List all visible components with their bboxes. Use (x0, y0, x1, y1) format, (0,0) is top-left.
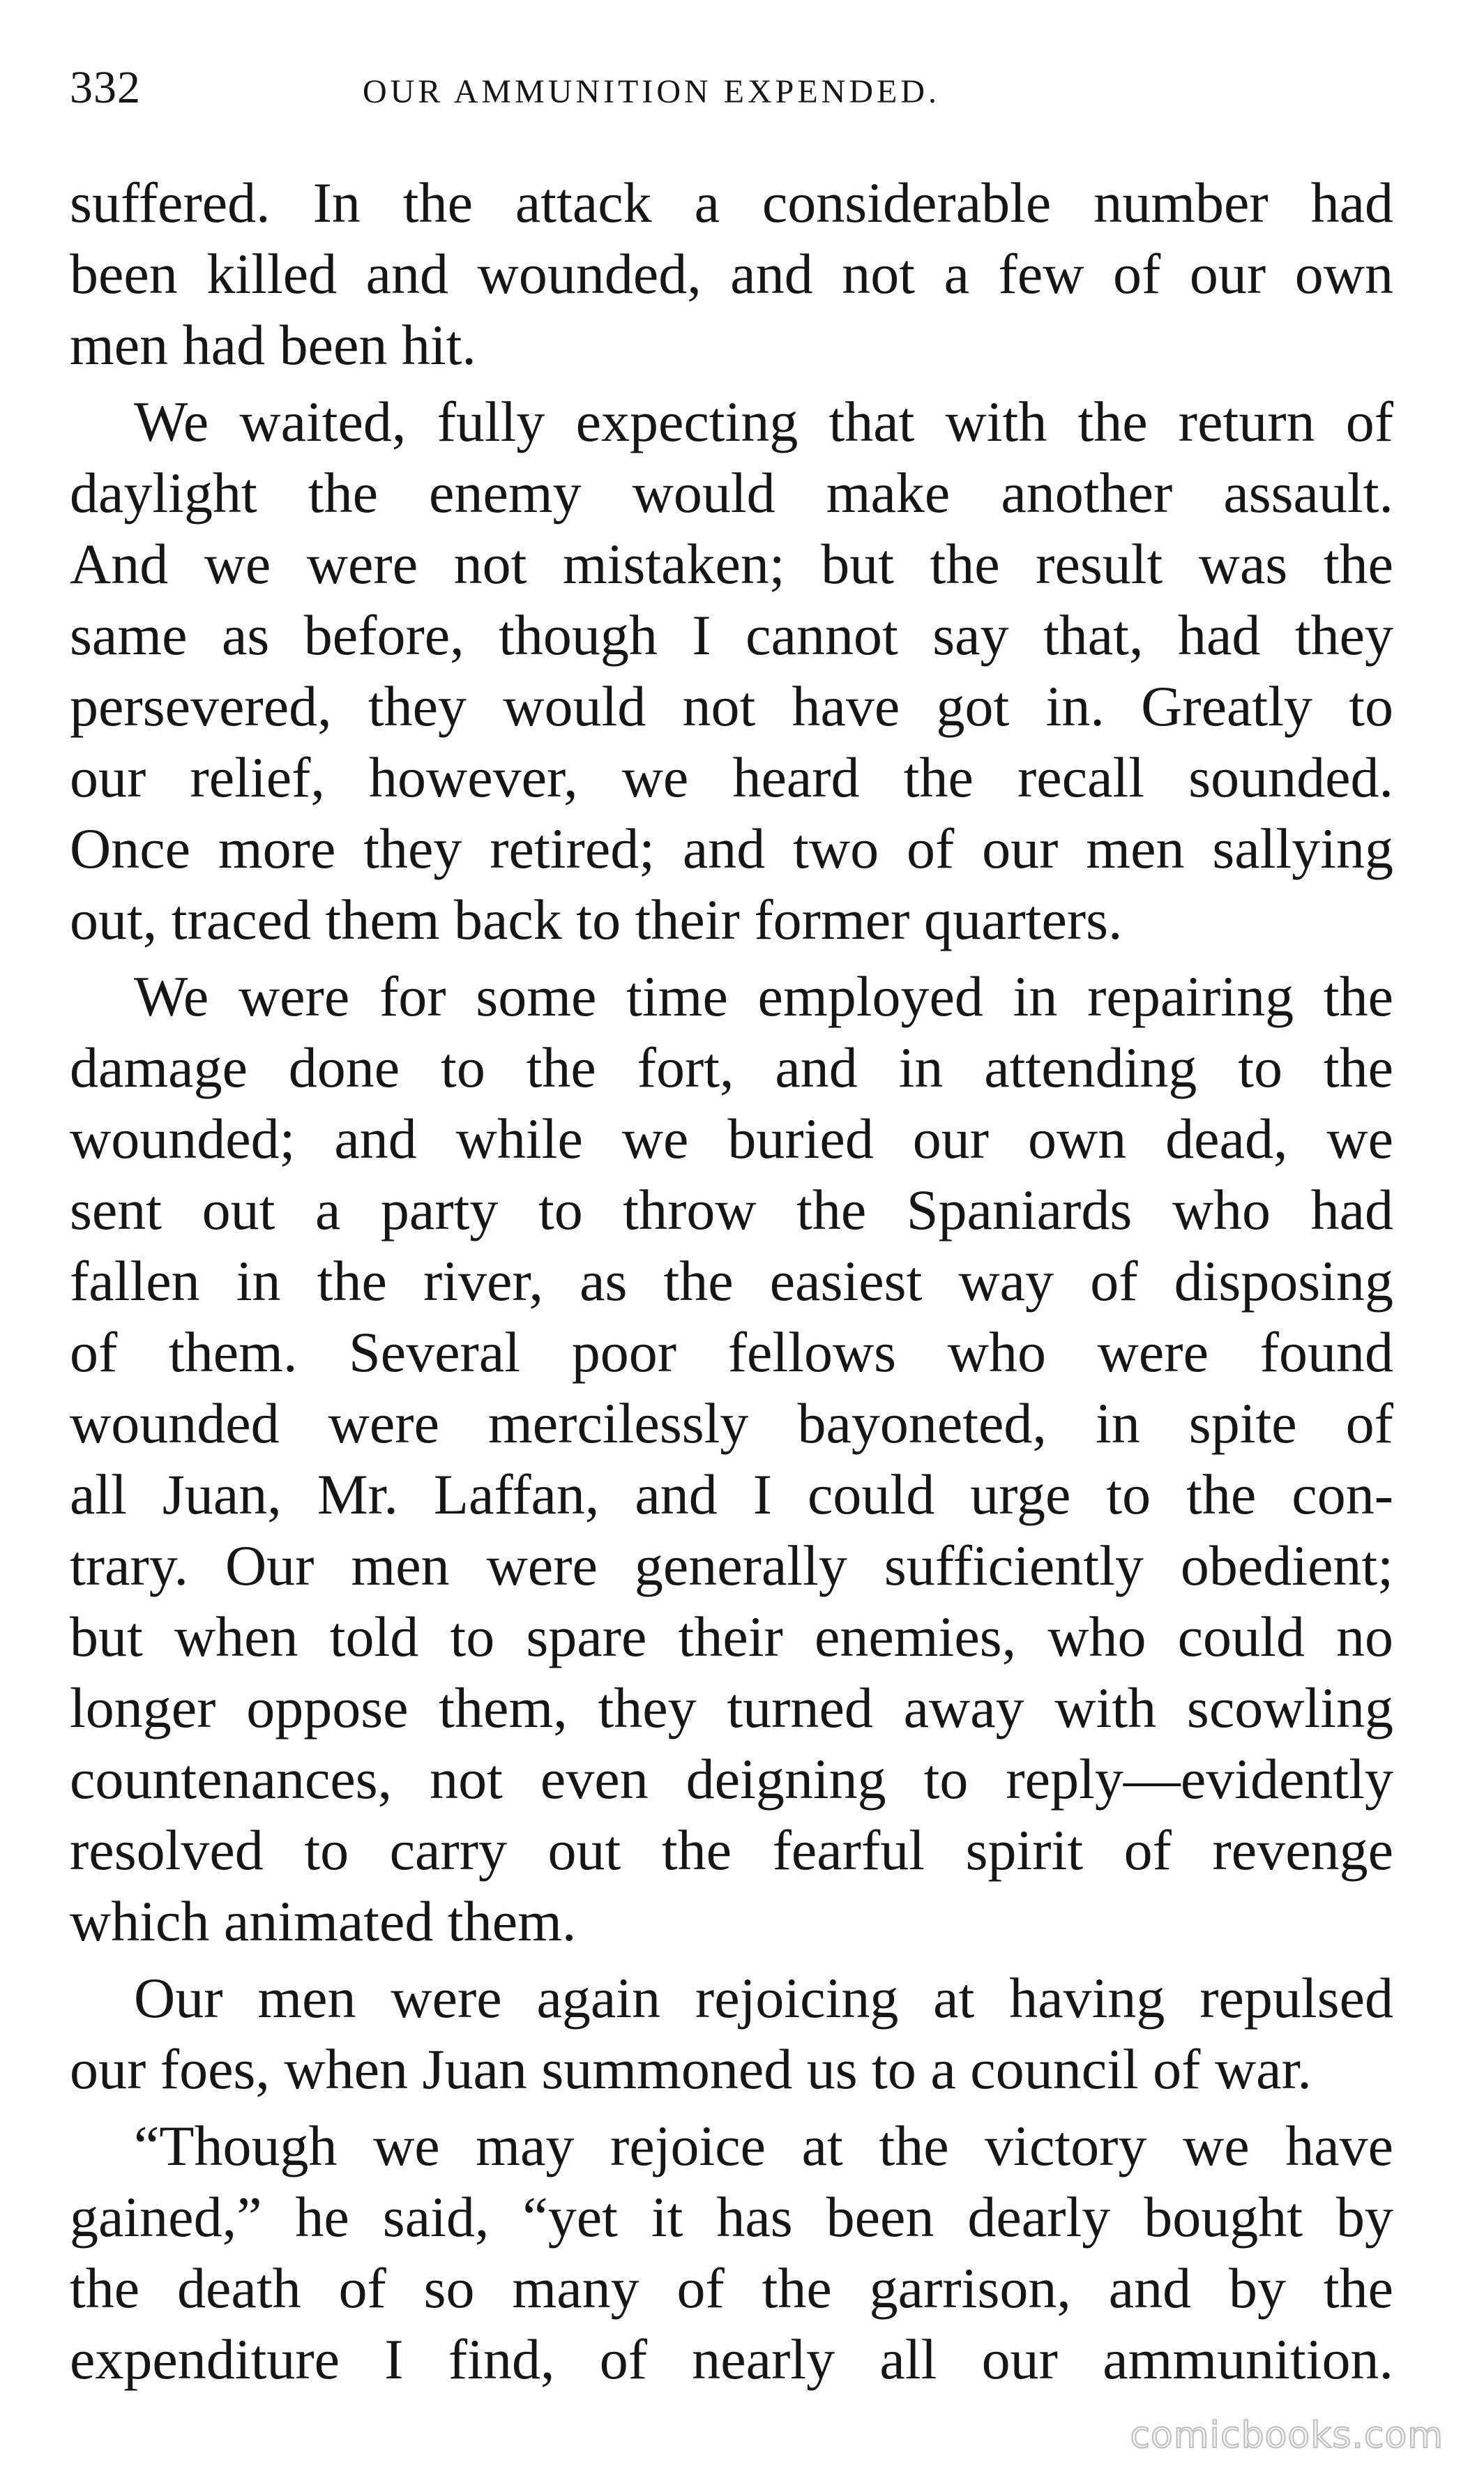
text-line: fallen in the river, as the easiest way of disposing (70, 1249, 1393, 1313)
page-number: 332 (70, 62, 141, 113)
text-line: men had been hit. (70, 313, 476, 377)
text-line: suffered. In the attack a considerable number had (70, 171, 1393, 234)
text-line: same as before, though I cannot say that, had they (70, 603, 1393, 667)
text-line: the death of so many of the garrison, and by the (70, 2256, 1393, 2320)
text-line: our foes, when Juan summoned us to a council of war. (70, 2037, 1312, 2101)
text-line: daylight the enemy would make another assault. (70, 461, 1393, 524)
text-line: wounded; and while we buried our own dead, we (70, 1107, 1393, 1170)
text-line: our relief, however, we heard the recall sounded. (70, 746, 1393, 809)
text-line: but when told to spare their enemies, who could no (70, 1605, 1393, 1668)
watermark: comicbooks.com (1130, 2415, 1444, 2456)
paragraph (70, 2111, 1393, 2395)
text-line: Our men were again rejoicing at having repulsed (134, 1966, 1393, 2030)
text-line: longer oppose them, they turned away with scowling (70, 1676, 1393, 1739)
paragraph (70, 386, 1393, 956)
text-line: countenances, not even deigning to reply—evidently (70, 1747, 1393, 1811)
paragraph (70, 961, 1393, 1957)
text-line: damage done to the fort, and in attending to the (70, 1036, 1393, 1099)
text-line: gained,” he said, “yet it has been dearly bought by (70, 2185, 1393, 2249)
text-line: expenditure I find, of nearly all our ammunition. (70, 2327, 1393, 2391)
text-line: Once more they retired; and two of our men sallying (70, 817, 1393, 880)
text-line: of them. Several poor fellows who were found (70, 1320, 1393, 1384)
text-line: “Though we may rejoice at the victory we have (134, 2114, 1393, 2178)
text-line: We waited, fully expecting that with the return of (134, 390, 1393, 453)
text-line: out, traced them back to their former quarters. (70, 888, 1123, 951)
page-header (70, 61, 1393, 124)
paragraph (70, 1963, 1393, 2105)
text-line: been killed and wounded, and not a few of our own (70, 242, 1393, 305)
running-title: OUR AMMUNITION EXPENDED. (363, 73, 940, 110)
text-line: resolved to carry out the fearful spirit of revenge (70, 1818, 1393, 1882)
text-line: We were for some time employed in repairing the (134, 965, 1393, 1028)
text-line: trary. Our men were generally sufficiently obedient; (70, 1534, 1393, 1597)
text-line: which animated them. (70, 1889, 577, 1953)
text-line: all Juan, Mr. Laffan, and I could urge to the con- (70, 1463, 1393, 1526)
text-line: persevered, they would not have got in. Greatly to (70, 674, 1393, 738)
text-line: wounded were mercilessly bayoneted, in spite of (70, 1391, 1393, 1455)
text-line: And we were not mistaken; but the result was the (70, 532, 1393, 596)
paragraph (70, 167, 1393, 381)
body-text (70, 167, 1393, 2401)
text-line: sent out a party to throw the Spaniards who had (70, 1178, 1393, 1242)
